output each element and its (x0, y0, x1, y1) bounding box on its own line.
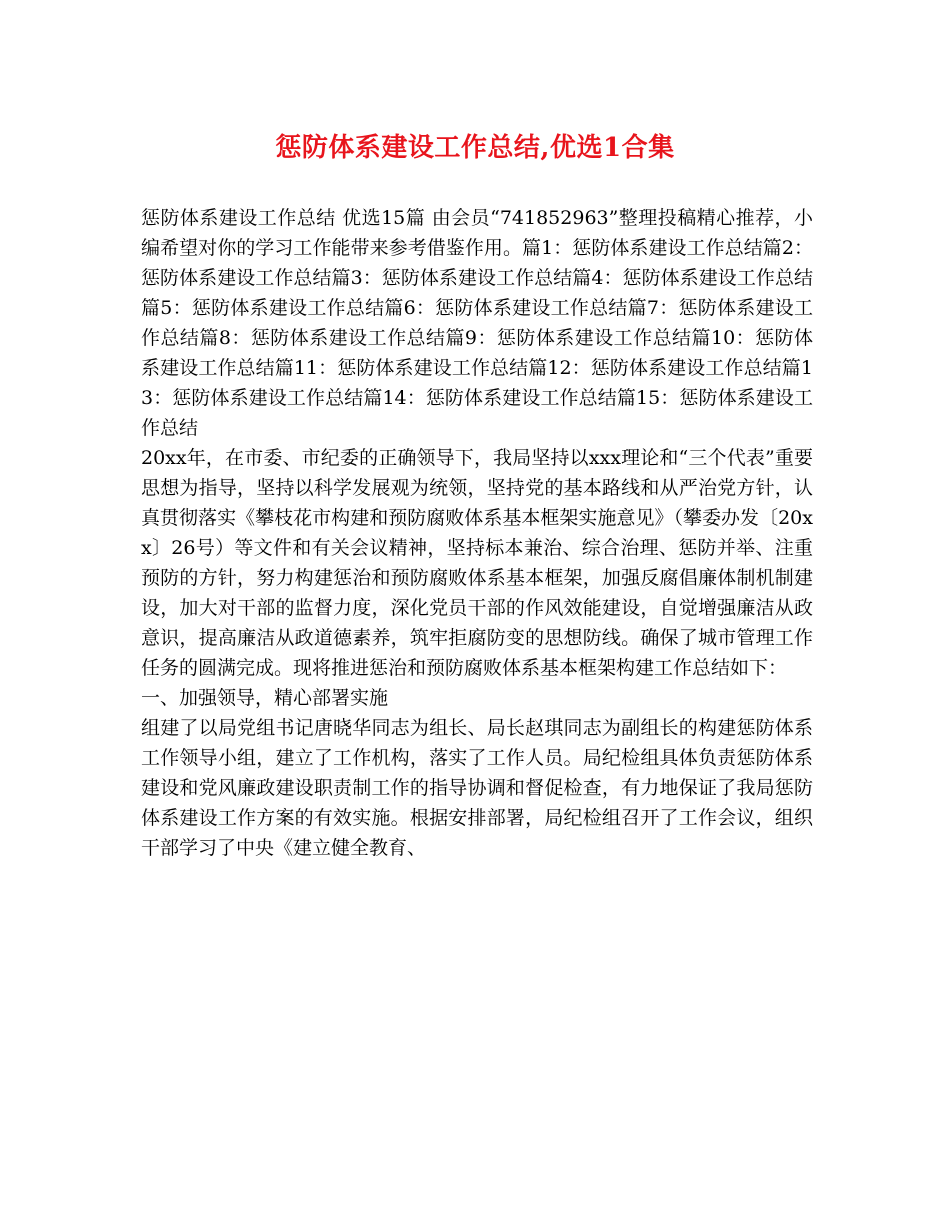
paragraph-intro: 惩防体系建设工作总结 优选15篇 由会员“741852963”整理投稿精心推荐，小编希望对你的学习工作能带来参考借鉴作用。篇1：惩防体系建设工作总结篇2：惩防体系建设工作总结篇3：惩防体系建设工作总结篇4：惩防体系建设工作总结篇5：惩防体系建设工作总结篇6：惩防体系建设工作总结篇7：惩防体系建设工作总结篇8：惩防体系建设工作总结篇9：惩防体系建设工作总结篇10：惩防体系建设工作总结篇11：惩防体系建设工作总结篇12：惩防体系建设工作总结篇13：惩防体系建设工作总结篇14：惩防体系建设工作总结篇15：惩防体系建设工作总结 (141, 207, 813, 439)
document-title: 惩防体系建设工作总结,优选1合集 (275, 133, 675, 163)
paragraph-overview: 20xx年，在市委、市纪委的正确领导下，我局坚持以xxx理论和“三个代表”重要思想为指导，坚持以科学发展观为统领，坚持党的基本路线和从严治党方针，认真贯彻落实《攀枝花市构建和预防腐败体系基本框架实施意见》（攀委办发〔20xx〕26号）等文件和有关会议精神，坚持标本兼治、综合治理、惩防并举、注重预防的方针，努力构建惩治和预防腐败体系基本框架，加强反腐倡廉体制机制建设，加大对干部的监督力度，深化党员干部的作风效能建设，自觉增强廉洁从政意识，提高廉洁从政道德素养，筑牢拒腐防变的思想防线。确保了城市管理工作任务的圆满完成。现将推进惩治和预防腐败体系基本框架构建工作总结如下： (141, 447, 813, 679)
document-body (141, 203, 813, 863)
paragraph-section-1: 组建了以局党组书记唐晓华同志为组长、局长赵琪同志为副组长的构建惩防体系工作领导小组，建立了工作机构，落实了工作人员。局纪检组具体负责惩防体系建设和党风廉政建设职责制工作的指导协调和督促检查，有力地保证了我局惩防体系建设工作方案的有效实施。根据安排部署，局纪检组召开了工作会议，组织干部学习了中央《建立健全教育、 (141, 717, 813, 859)
section-heading-1: 一、加强领导，精心部署实施 (141, 687, 389, 709)
